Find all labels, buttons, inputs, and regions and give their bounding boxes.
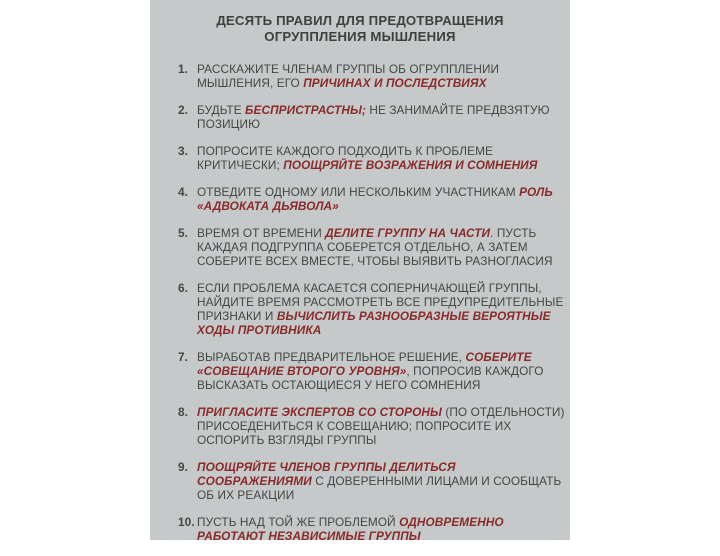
rule-highlight-text: РОЛЬ «АДВОКАТА ДЬЯВОЛА» — [197, 185, 553, 213]
rule-number: 8. — [178, 405, 189, 419]
rule-item-4 — [178, 185, 568, 213]
rules-list — [178, 62, 568, 556]
rule-item-1 — [178, 62, 568, 90]
rule-text: С ДОВЕРЕННЫМИ ЛИЦАМИ И СООБЩАТЬ ОБ ИХ РЕАКЦИИ — [197, 474, 562, 502]
rule-text: , ПОПРОСИВ КАЖДОГО ВЫСКАЗАТЬ ОСТАЮЩИЕСЯ У НЕГО СОМНЕНИЯ — [197, 364, 544, 392]
rule-text: (ПО ОТДЕЛЬНОСТИ) ПРИСОЕДЕНИТЬСЯ К СОВЕЩАНИЮ; ПОПРОСИТЕ ИХ ОСПОРИТЬ ВЗГЛЯДЫ ГРУППЫ — [197, 405, 565, 447]
rule-item-5 — [178, 226, 568, 268]
rule-item-2 — [178, 103, 568, 131]
rule-text: ВРЕМЯ ОТ ВРЕМЕНИ — [197, 226, 326, 240]
rule-text: НЕ ЗАНИМАЙТЕ ПРЕДВЗЯТУЮ ПОЗИЦИЮ — [197, 103, 550, 131]
rule-text: ВЫРАБОТАВ ПРЕДВАРИТЕЛЬНОЕ РЕШЕНИЕ, — [197, 350, 466, 364]
rule-item-7 — [178, 350, 568, 392]
title-line-1: ДЕСЯТЬ ПРАВИЛ ДЛЯ ПРЕДОТВРАЩЕНИЯ — [216, 13, 504, 28]
rule-item-3 — [178, 144, 568, 172]
rule-text: . ПУСТЬ КАЖДАЯ ПОДГРУППА СОБЕРЕТСЯ ОТДЕЛЬНО, А ЗАТЕМ СОБЕРИТЕ ВСЕХ ВМЕСТЕ, ЧТОБЫ ВЫЯВИТЬ РАЗНОГЛАСИЯ — [197, 226, 553, 268]
rule-number: 2. — [178, 103, 189, 117]
rule-text: ОТВЕДИТЕ ОДНОМУ ИЛИ НЕСКОЛЬКИМ УЧАСТНИКАМ — [197, 185, 520, 199]
rule-number: 6. — [178, 281, 189, 295]
rule-highlight-text: ПРИЧИНАХ И ПОСЛЕДСТВИЯХ — [303, 76, 487, 90]
rule-text: БУДЬТЕ — [197, 103, 246, 117]
rule-highlight-text: ПРИГЛАСИТЕ ЭКСПЕРТОВ СО СТОРОНЫ — [197, 405, 442, 419]
rule-item-8 — [178, 405, 568, 447]
rule-item-6 — [178, 281, 568, 337]
rule-number: 3. — [178, 144, 189, 158]
rule-highlight-text: ПООЩРЯЙТЕ ВОЗРАЖЕНИЯ И СОМНЕНИЯ — [283, 158, 538, 172]
rule-text: ПУСТЬ НАД ТОЙ ЖЕ ПРОБЛЕМОЙ — [197, 515, 400, 529]
rule-item-10 — [178, 515, 568, 543]
rule-number: 1. — [178, 62, 189, 76]
page-title — [150, 13, 570, 45]
rule-number: 9. — [178, 460, 189, 474]
rule-highlight-text: ПООЩРЯЙТЕ ЧЛЕНОВ ГРУППЫ ДЕЛИТЬСЯ СООБРАЖЕНИЯМИ — [197, 460, 456, 488]
rule-highlight-text: ДЕЛИТЕ ГРУППУ НА ЧАСТИ — [325, 226, 491, 240]
rule-number: 4. — [178, 185, 189, 199]
rule-text: РАССКАЖИТЕ ЧЛЕНАМ ГРУППЫ ОБ ОГРУППЛЕНИИ МЫШЛЕНИЯ, ЕГО — [197, 62, 500, 90]
rule-text: ПОПРОСИТЕ КАЖДОГО ПОДХОДИТЬ К ПРОБЛЕМЕ КРИТИЧЕСКИ; — [197, 144, 493, 172]
rule-number: 7. — [178, 350, 189, 364]
rule-item-9 — [178, 460, 568, 502]
rule-highlight-text: ОДНОВРЕМЕННО РАБОТАЮТ НЕЗАВИСИМЫЕ ГРУППЫ — [197, 515, 504, 543]
rule-text: ЕСЛИ ПРОБЛЕМА КАСАЕТСЯ СОПЕРНИЧАЮЩЕЙ ГРУППЫ, НАЙДИТЕ ВРЕМЯ РАССМОТРЕТЬ ВСЕ ПРЕДУПРЕДИТЕЛЬНЫЕ ПРИЗНАКИ И — [197, 281, 564, 323]
rule-number: 10. — [178, 515, 195, 529]
title-line-2: ОГРУППЛЕНИЯ МЫШЛЕНИЯ — [264, 29, 456, 44]
rule-highlight-text: БЕСПРИСТРАСТНЫ; — [245, 103, 366, 117]
rule-highlight-text: СОБЕРИТЕ «СОВЕЩАНИЕ ВТОРОГО УРОВНЯ» — [197, 350, 532, 378]
rule-highlight-text: ВЫЧИСЛИТЬ РАЗНООБРАЗНЫЕ ВЕРОЯТНЫЕ ХОДЫ ПРОТИВНИКА — [197, 309, 551, 337]
rule-number: 5. — [178, 226, 189, 240]
